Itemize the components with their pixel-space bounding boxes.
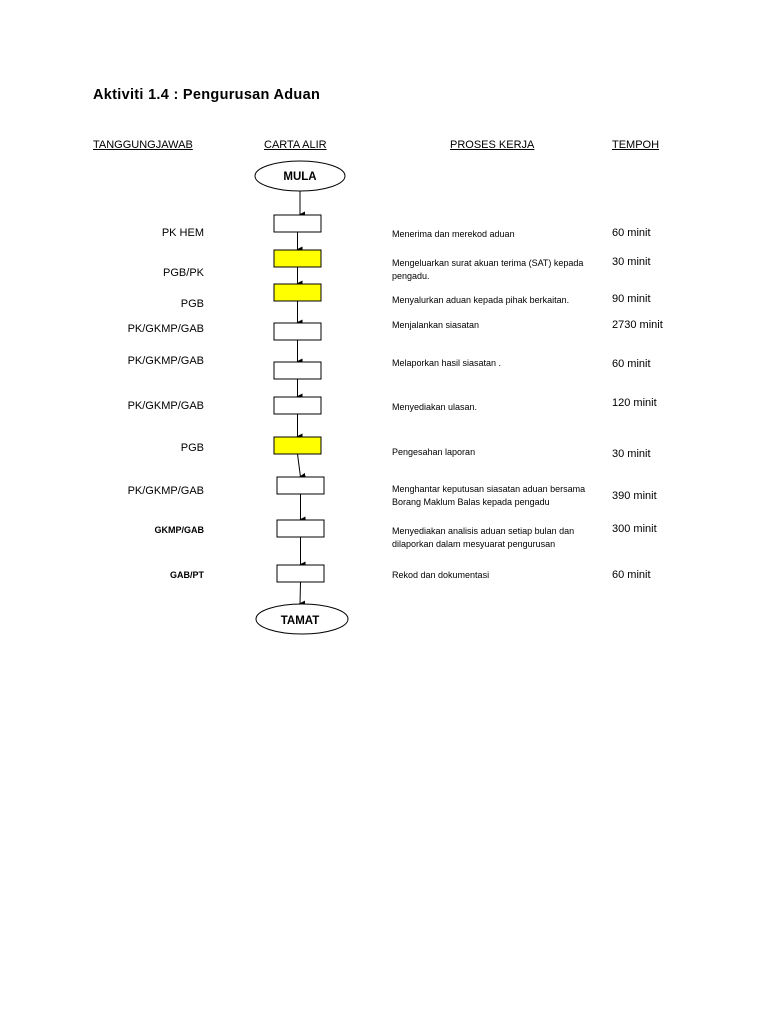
header-process: PROSES KERJA	[450, 139, 535, 151]
flow-arrow	[300, 582, 301, 604]
step-process: Menerima dan merekod aduan	[392, 229, 515, 239]
step-process: Menghantar keputusan siasatan aduan bersama Borang Maklum Balas kepada pengadu	[392, 484, 586, 507]
step-responsibility: PGB	[180, 298, 204, 310]
step-process: Mengeluarkan surat akuan terima (SAT) kepada pengadu.	[392, 258, 584, 281]
process-box	[274, 362, 321, 379]
step-process: Pengesahan laporan	[392, 447, 476, 457]
step-process: Rekod dan dokumentasi	[392, 570, 490, 580]
step-process: Menyediakan ulasan.	[392, 402, 478, 412]
step-duration: 300 minit	[612, 523, 657, 535]
process-box	[277, 565, 324, 582]
step-responsibility: PK/GKMP/GAB	[127, 323, 204, 335]
process-box	[277, 477, 324, 494]
start-label: MULA	[283, 171, 317, 183]
step-duration: 390 minit	[612, 490, 657, 502]
step-duration: 30 minit	[612, 256, 651, 268]
step-duration: 90 minit	[612, 293, 651, 305]
process-box	[274, 437, 321, 454]
header-duration: TEMPOH	[612, 139, 660, 151]
step-duration: 120 minit	[612, 397, 657, 409]
end-label: TAMAT	[280, 615, 320, 627]
flow-arrow	[298, 454, 301, 477]
step-duration: 60 minit	[612, 569, 651, 581]
step-duration: 60 minit	[612, 358, 651, 370]
step-responsibility: GKMP/GAB	[154, 525, 204, 535]
header-flowchart: CARTA ALIR	[264, 139, 327, 151]
step-process: Menjalankan siasatan	[392, 320, 480, 330]
step-duration: 30 minit	[612, 448, 651, 460]
process-box	[274, 215, 321, 232]
step-duration: 2730 minit	[612, 319, 663, 331]
step-responsibility: PK/GKMP/GAB	[127, 355, 204, 367]
step-process: Menyalurkan aduan kepada pihak berkaitan.	[392, 295, 570, 305]
step-responsibility: PGB	[180, 442, 204, 454]
step-responsibility: PK/GKMP/GAB	[127, 400, 204, 412]
page-title: Aktiviti 1.4 : Pengurusan Aduan	[93, 87, 321, 103]
process-box	[274, 323, 321, 340]
process-box	[274, 397, 321, 414]
step-responsibility: GAB/PT	[169, 570, 204, 580]
process-box	[274, 284, 321, 301]
header-responsibility: TANGGUNGJAWAB	[93, 139, 193, 151]
process-box	[277, 520, 324, 537]
step-responsibility: PK HEM	[161, 227, 204, 239]
step-process: Melaporkan hasil siasatan .	[392, 358, 502, 368]
step-responsibility: PK/GKMP/GAB	[127, 485, 204, 497]
step-responsibility: PGB/PK	[163, 267, 204, 279]
process-box	[274, 250, 321, 267]
step-duration: 60 minit	[612, 227, 651, 239]
step-process: Menyediakan analisis aduan setiap bulan dan dilaporkan dalam mesyuarat pengurusan	[392, 526, 575, 549]
